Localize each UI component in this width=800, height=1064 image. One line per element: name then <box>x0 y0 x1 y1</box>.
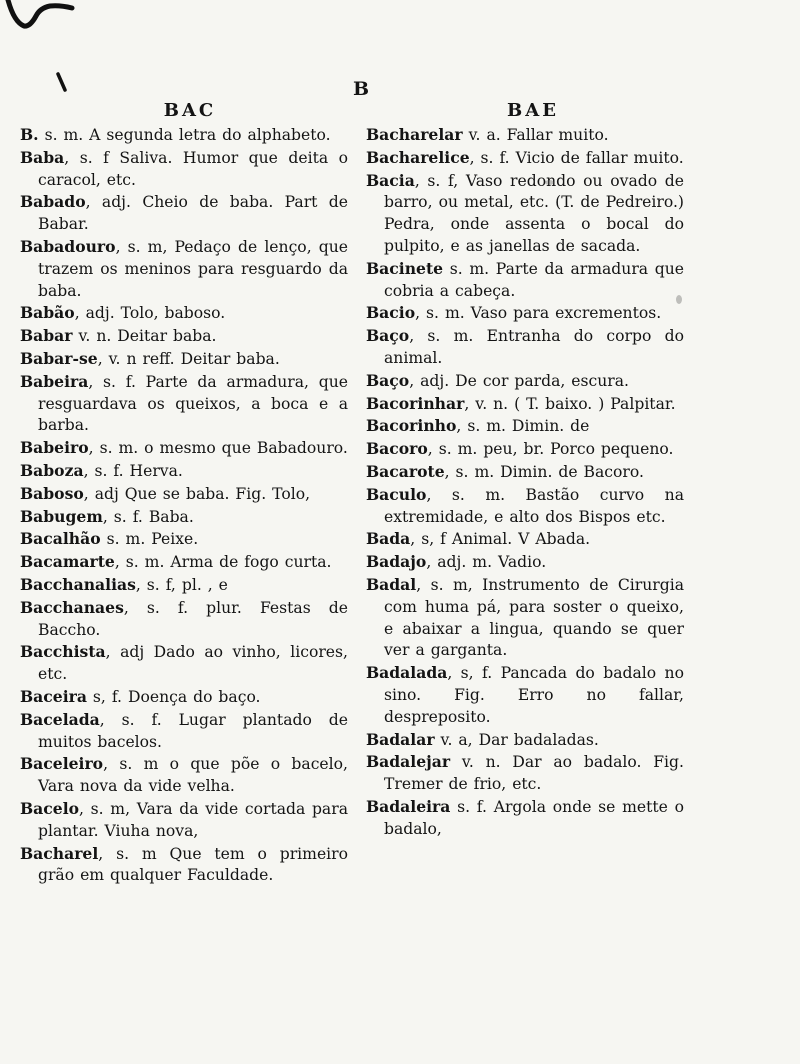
entry-headword: Bacarote <box>366 461 445 481</box>
entry-headword: Bacorinhar <box>366 393 465 413</box>
right-column-entry <box>366 796 684 841</box>
right-column-entry <box>366 751 684 796</box>
entry-headword: Babar <box>20 326 73 346</box>
entry-headword: Bacalhão <box>20 529 101 549</box>
right-column-entry <box>366 438 684 461</box>
entry-headword: Babadouro <box>20 236 116 256</box>
entry-definition: v. a, Dar badaladas. <box>434 730 599 749</box>
entry-headword: Baba <box>20 147 65 167</box>
ink-tick-mark <box>55 72 69 94</box>
right-column-entry <box>366 124 684 147</box>
right-column-entry <box>366 258 684 303</box>
left-column-entry <box>20 437 348 460</box>
left-column-entry <box>20 236 348 302</box>
entry-headword: Bacharelice <box>366 147 470 167</box>
entry-headword: Babugem <box>20 506 103 526</box>
entry-definition: s. m. A segunda letra do alphabeto. <box>38 126 331 144</box>
entry-headword: Bacoro <box>366 439 428 459</box>
entry-headword: Bacelo <box>20 798 80 818</box>
entry-definition: , s. f. Lugar plantado de muitos bacelos. <box>38 710 348 751</box>
right-column <box>366 124 684 1050</box>
entry-definition: , s, f Animal. V Abada. <box>410 530 591 549</box>
entry-headword: Baboso <box>20 483 84 503</box>
entry-definition: , s. m. o mesmo que Babadouro. <box>88 439 348 458</box>
right-column-entry <box>366 170 684 258</box>
entry-headword: Bacchanaes <box>20 597 124 617</box>
right-column-entry <box>366 302 684 325</box>
right-column-entry <box>366 147 684 170</box>
entry-definition: , s. m. Vaso para excrementos. <box>415 304 662 323</box>
entry-definition: , s. m, Instrumento de Cirurgia com huma pá, para soster o queixo, e abaixar a lingua, quando se quer ver a garganta. <box>384 575 684 660</box>
entry-headword: Babeira <box>20 371 89 391</box>
right-column-entry <box>366 415 684 438</box>
left-column-entry <box>20 686 348 709</box>
entry-definition: , s. f, pl. , e <box>135 575 228 594</box>
entry-headword: Bacchanalias <box>20 574 136 594</box>
left-column-entry <box>20 641 348 686</box>
left-column-entry <box>20 124 348 147</box>
entry-definition: , adj Que se baba. Fig. Tolo, <box>83 484 311 503</box>
entry-headword: Bacamarte <box>20 552 115 572</box>
left-column-entry <box>20 191 348 236</box>
entry-definition: , s. m. peu, br. Porco pequeno. <box>427 440 674 459</box>
entry-definition: , s, f. Pancada do badalo no sino. Fig. Erro no fallar, despreposito. <box>384 664 684 726</box>
entry-definition: , s. m. Bastão curvo na extremidade, e alto dos Bispos etc. <box>384 485 684 526</box>
right-column-entry <box>366 325 684 370</box>
entry-definition: s. f. Argola onde se mette o badalo, <box>384 797 684 838</box>
entry-definition: v. n. Deitar baba. <box>72 327 217 346</box>
entry-headword: Badalar <box>366 729 435 749</box>
entry-headword: Bacio <box>366 303 416 323</box>
entry-definition: , s. f Saliva. Humor que deita o caracol, etc. <box>38 148 348 189</box>
entry-definition: , s. f. Vicio de fallar muito. <box>469 148 684 167</box>
entry-headword: Bacelada <box>20 709 100 729</box>
entry-definition: , adj Dado ao vinho, licores, etc. <box>38 643 348 684</box>
entry-headword: Bacorinho <box>366 416 457 436</box>
entry-definition: v. n. Dar ao badalo. Fig. Tremer de frio, etc. <box>384 753 684 794</box>
entry-headword: Babeiro <box>20 438 89 458</box>
right-column-entry <box>366 370 684 393</box>
left-column-entry <box>20 597 348 642</box>
left-column-entry <box>20 506 348 529</box>
sheet-letter: B <box>352 78 370 100</box>
entry-headword: Babado <box>20 192 86 212</box>
entry-definition: , s. m o que põe o bacelo, Vara nova da vide velha. <box>38 755 348 796</box>
entry-definition: s. m. Peixe. <box>100 530 199 549</box>
entry-definition: , s. m, Vara da vide cortada para plantar. Viuha nova, <box>38 799 348 840</box>
entry-definition: , v. n. ( T. baixo. ) Palpitar. <box>464 394 676 413</box>
entry-headword: Baculo <box>366 484 427 504</box>
right-column-entry <box>366 461 684 484</box>
left-column-entry <box>20 348 348 371</box>
left-column-entry <box>20 528 348 551</box>
entry-headword: Badalejar <box>366 752 451 772</box>
right-column-entry <box>366 528 684 551</box>
entry-definition: , s. f. Parte da armadura, que resguardava os queixos, a boca e a barba. <box>38 372 348 435</box>
entry-definition: , s. m. Dimin. de <box>456 417 590 436</box>
entry-headword: B. <box>20 125 39 144</box>
right-column-entry <box>366 729 684 752</box>
entry-definition: , adj. Tolo, baboso. <box>74 304 226 323</box>
entry-definition: , adj. m. Vadio. <box>426 553 547 572</box>
left-column-entry <box>20 753 348 798</box>
entry-headword: Bacchista <box>20 642 106 662</box>
left-column-entry <box>20 798 348 843</box>
right-column-entry <box>366 574 684 662</box>
entry-headword: Badalada <box>366 663 448 683</box>
entry-headword: Bacharel <box>20 843 99 863</box>
entry-headword: Bacia <box>366 170 415 190</box>
entry-headword: Baço <box>366 326 410 346</box>
right-column-entry <box>366 393 684 416</box>
entry-definition: , s. f. plur. Festas de Baccho. <box>38 598 348 639</box>
left-column-entry <box>20 709 348 754</box>
entry-definition: v. a. Fallar muito. <box>462 126 609 144</box>
entry-definition: , adj. Cheio de baba. Part de Babar. <box>38 193 348 234</box>
entry-definition: , s. f, Vaso redondo ou ovado de barro, ou metal, etc. (T. de Pedreiro.) Pedra, onde assenta o bocal do pulpito, e as janellas de sacada. <box>384 171 684 255</box>
entry-headword: Bacinete <box>366 258 444 278</box>
entry-headword: Baço <box>366 370 410 390</box>
entry-definition: s, f. Doença do baço. <box>86 687 261 706</box>
entry-definition: , s. m. Dimin. de Bacoro. <box>444 462 644 481</box>
entry-definition: , s. f. Baba. <box>102 507 194 526</box>
right-column-entry <box>366 662 684 728</box>
entry-headword: Badaleira <box>366 796 451 816</box>
left-column-entry <box>20 460 348 483</box>
left-column-entry <box>20 483 348 506</box>
entry-headword: Bacharelar <box>366 125 463 144</box>
left-column-entry <box>20 843 348 888</box>
right-column-entry <box>366 484 684 529</box>
entry-definition: , s. m, Pedaço de lenço, que trazem os meninos para resguardo da baba. <box>38 237 348 300</box>
entry-definition: , s. m Que tem o primeiro grão em qualquer Faculdade. <box>38 844 348 885</box>
right-column-entry <box>366 551 684 574</box>
entry-headword: Baceleiro <box>20 754 104 774</box>
right-column-header: BAE <box>507 100 559 121</box>
left-column-entry <box>20 551 348 574</box>
entry-headword: Badajo <box>366 552 427 572</box>
entry-definition: , s. f. Herva. <box>83 461 183 480</box>
entry-headword: Baboza <box>20 460 84 480</box>
left-column-entry <box>20 574 348 597</box>
ink-corner-mark <box>0 0 80 60</box>
entry-headword: Bada <box>366 529 411 549</box>
left-column-entry <box>20 325 348 348</box>
left-column-header: BAC <box>163 100 217 121</box>
entry-headword: Baceira <box>20 686 87 706</box>
entry-definition: , s. m. Arma de fogo curta. <box>114 553 332 572</box>
entry-definition: , adj. De cor parda, escura. <box>409 371 629 390</box>
ink-blot <box>545 180 554 185</box>
entry-headword: Badal <box>366 574 417 594</box>
left-column <box>20 124 348 1050</box>
entry-definition: s. m. Parte da armadura que cobria a cabeça. <box>384 259 684 300</box>
entry-headword: Babão <box>20 303 75 323</box>
entry-definition: , s. m. Entranha do corpo do animal. <box>384 327 684 367</box>
entry-headword: Babar-se <box>20 348 98 368</box>
left-column-entry <box>20 302 348 325</box>
entry-definition: , v. n reff. Deitar baba. <box>97 349 280 368</box>
ink-blot <box>676 295 682 304</box>
left-column-entry <box>20 147 348 192</box>
left-column-entry <box>20 371 348 437</box>
